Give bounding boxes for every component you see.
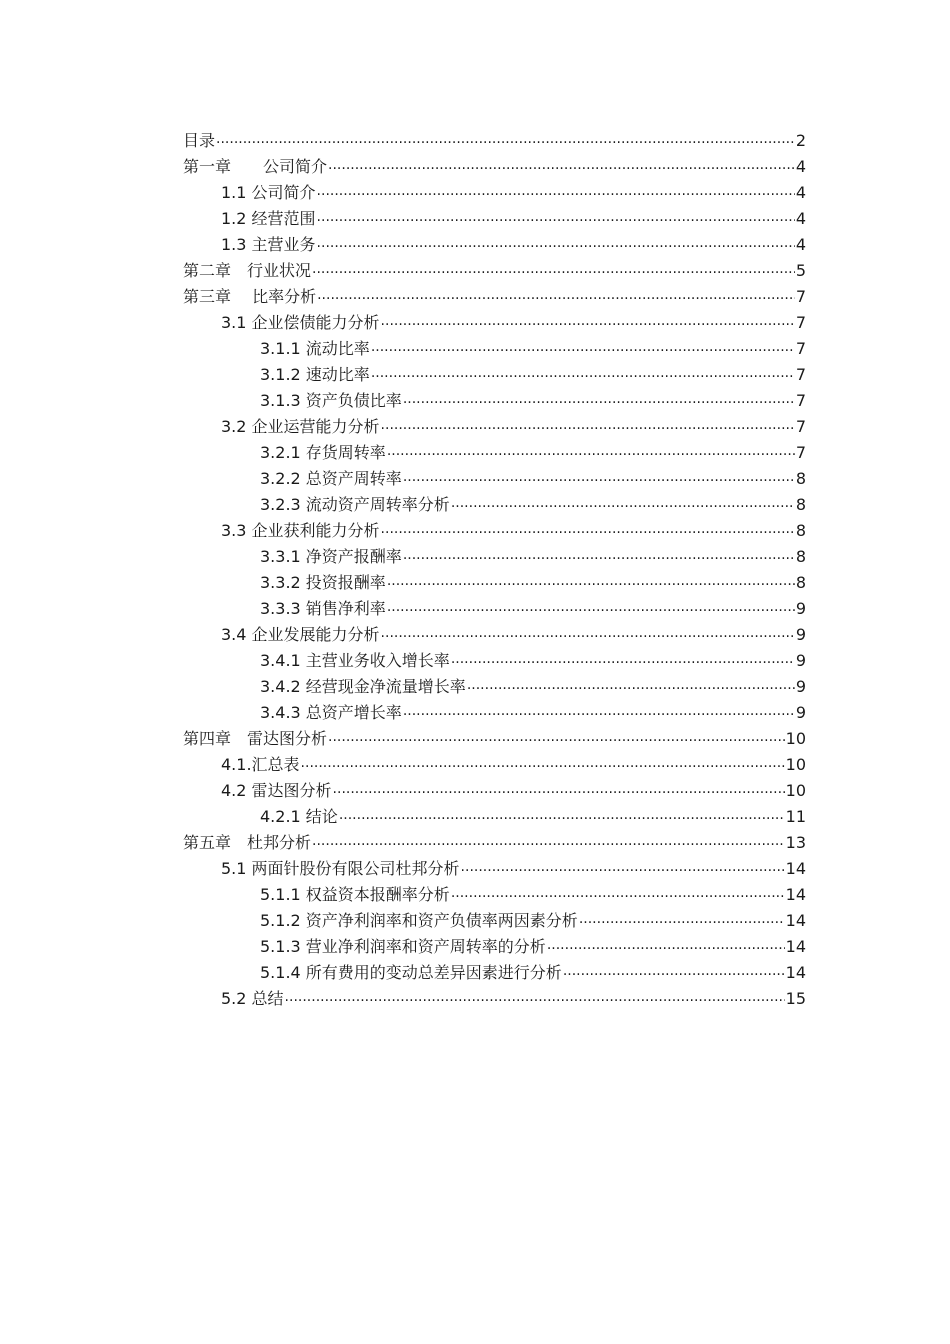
toc-entry[interactable]: [183, 438, 806, 464]
table-of-contents: [183, 126, 806, 1010]
toc-dot-leader: [403, 546, 795, 568]
toc-entry-label: 3.3.2 投资报酬率: [260, 573, 386, 592]
toc-entry-page-number: 14: [785, 937, 806, 956]
toc-dot-leader: [381, 416, 795, 438]
toc-entry[interactable]: [183, 516, 806, 542]
toc-entry[interactable]: [183, 490, 806, 516]
toc-entry-page-number: 9: [795, 703, 806, 722]
toc-entry-label: 5.1.4 所有费用的变动总差异因素进行分析: [260, 963, 562, 982]
toc-entry-label: 第四章 雷达图分析: [183, 729, 328, 748]
toc-entry[interactable]: [183, 698, 806, 724]
toc-entry-page-number: 8: [795, 573, 806, 592]
toc-entry[interactable]: [183, 958, 806, 984]
toc-dot-leader: [328, 728, 785, 750]
toc-entry-label: 3.1.2 速动比率: [260, 365, 370, 384]
toc-entry[interactable]: [183, 386, 806, 412]
toc-entry-page-number: 7: [795, 391, 806, 410]
toc-entry-label: 目录: [183, 131, 216, 150]
toc-entry[interactable]: [183, 776, 806, 802]
toc-entry[interactable]: [183, 256, 806, 282]
toc-entry-page-number: 8: [795, 469, 806, 488]
toc-entry-page-number: 8: [795, 521, 806, 540]
toc-entry[interactable]: [183, 568, 806, 594]
toc-entry-page-number: 4: [795, 209, 806, 228]
toc-entry-page-number: 8: [795, 547, 806, 566]
toc-entry-label: 第二章 行业状况: [183, 261, 312, 280]
toc-entry-label: 1.2 经营范围: [221, 209, 316, 228]
toc-entry-label: 3.2.2 总资产周转率: [260, 469, 402, 488]
toc-entry-page-number: 4: [795, 183, 806, 202]
toc-entry[interactable]: [183, 594, 806, 620]
toc-dot-leader: [451, 884, 785, 906]
toc-dot-leader: [339, 806, 785, 828]
toc-entry[interactable]: [183, 282, 806, 308]
toc-entry-page-number: 13: [785, 833, 806, 852]
toc-entry[interactable]: [183, 464, 806, 490]
toc-entry[interactable]: [183, 152, 806, 178]
toc-entry-label: 3.2 企业运营能力分析: [221, 417, 380, 436]
toc-dot-leader: [216, 130, 795, 152]
toc-entry[interactable]: [183, 724, 806, 750]
toc-entry-page-number: 14: [785, 963, 806, 982]
toc-entry-label: 1.1 公司简介: [221, 183, 316, 202]
toc-entry-label: 3.4.2 经营现金净流量增长率: [260, 677, 466, 696]
toc-dot-leader: [285, 988, 785, 1010]
toc-entry-label: 4.2.1 结论: [260, 807, 338, 826]
toc-dot-leader: [381, 624, 795, 646]
toc-entry-label: 3.4.3 总资产增长率: [260, 703, 402, 722]
toc-entry-page-number: 7: [795, 417, 806, 436]
toc-entry[interactable]: [183, 854, 806, 880]
toc-dot-leader: [317, 234, 795, 256]
toc-entry[interactable]: [183, 802, 806, 828]
toc-dot-leader: [403, 702, 795, 724]
toc-entry-label: 第五章 杜邦分析: [183, 833, 312, 852]
toc-entry-label: 4.2 雷达图分析: [221, 781, 332, 800]
toc-entry-label: 5.2 总结: [221, 989, 284, 1008]
toc-entry-page-number: 5: [795, 261, 806, 280]
toc-entry-label: 3.2.3 流动资产周转率分析: [260, 495, 450, 514]
toc-entry-label: 第三章 比率分析: [183, 287, 317, 306]
toc-dot-leader: [451, 494, 795, 516]
toc-entry-page-number: 9: [795, 625, 806, 644]
toc-dot-leader: [579, 910, 785, 932]
toc-dot-leader: [333, 780, 785, 802]
toc-dot-leader: [381, 520, 795, 542]
toc-entry[interactable]: [183, 906, 806, 932]
toc-dot-leader: [387, 442, 795, 464]
toc-entry-page-number: 7: [795, 287, 806, 306]
toc-entry-page-number: 8: [795, 495, 806, 514]
toc-dot-leader: [451, 650, 795, 672]
toc-entry[interactable]: [183, 360, 806, 386]
toc-entry[interactable]: [183, 984, 806, 1010]
toc-dot-leader: [461, 858, 785, 880]
toc-entry-label: 第一章 公司简介: [183, 157, 328, 176]
toc-entry-label: 3.3.3 销售净利率: [260, 599, 386, 618]
toc-entry-label: 3.2.1 存货周转率: [260, 443, 386, 462]
toc-entry-page-number: 11: [785, 807, 806, 826]
toc-entry-label: 3.3.1 净资产报酬率: [260, 547, 402, 566]
toc-entry-page-number: 9: [795, 651, 806, 670]
toc-entry[interactable]: [183, 204, 806, 230]
toc-dot-leader: [301, 754, 785, 776]
toc-dot-leader: [387, 598, 795, 620]
toc-entry-label: 5.1.1 权益资本报酬率分析: [260, 885, 450, 904]
toc-dot-leader: [317, 286, 795, 308]
toc-dot-leader: [371, 364, 795, 386]
toc-entry-label: 1.3 主营业务: [221, 235, 316, 254]
toc-entry-label: 3.1 企业偿债能力分析: [221, 313, 380, 332]
toc-entry[interactable]: [183, 828, 806, 854]
toc-entry[interactable]: [183, 308, 806, 334]
toc-dot-leader: [403, 468, 795, 490]
toc-entry-page-number: 2: [795, 131, 806, 150]
toc-entry[interactable]: [183, 542, 806, 568]
toc-entry[interactable]: [183, 412, 806, 438]
toc-dot-leader: [387, 572, 795, 594]
toc-entry-page-number: 14: [785, 911, 806, 930]
toc-dot-leader: [467, 676, 795, 698]
toc-dot-leader: [403, 390, 795, 412]
toc-entry-label: 3.1.1 流动比率: [260, 339, 370, 358]
toc-entry[interactable]: [183, 672, 806, 698]
toc-entry-page-number: 7: [795, 313, 806, 332]
toc-dot-leader: [317, 208, 795, 230]
toc-entry[interactable]: [183, 230, 806, 256]
toc-entry-label: 5.1.3 营业净利润率和资产周转率的分析: [260, 937, 546, 956]
toc-entry-label: 3.4 企业发展能力分析: [221, 625, 380, 644]
toc-entry-page-number: 4: [795, 235, 806, 254]
toc-entry-page-number: 15: [785, 989, 806, 1008]
toc-entry-page-number: 10: [785, 755, 806, 774]
toc-entry[interactable]: [183, 334, 806, 360]
toc-entry-page-number: 7: [795, 443, 806, 462]
toc-dot-leader: [381, 312, 795, 334]
toc-entry[interactable]: [183, 932, 806, 958]
toc-dot-leader: [328, 156, 795, 178]
toc-entry-page-number: 10: [785, 729, 806, 748]
toc-entry[interactable]: [183, 750, 806, 776]
toc-entry-page-number: 14: [785, 885, 806, 904]
toc-entry-page-number: 7: [795, 365, 806, 384]
toc-dot-leader: [563, 962, 785, 984]
toc-entry[interactable]: [183, 620, 806, 646]
toc-entry-label: 5.1 两面针股份有限公司杜邦分析: [221, 859, 460, 878]
toc-entry-label: 5.1.2 资产净利润率和资产负债率两因素分析: [260, 911, 578, 930]
toc-entry-page-number: 10: [785, 781, 806, 800]
toc-dot-leader: [317, 182, 795, 204]
toc-dot-leader: [547, 936, 785, 958]
toc-entry-label: 3.4.1 主营业务收入增长率: [260, 651, 450, 670]
toc-dot-leader: [312, 832, 785, 854]
toc-dot-leader: [371, 338, 795, 360]
toc-entry-page-number: 14: [785, 859, 806, 878]
toc-entry[interactable]: [183, 126, 806, 152]
toc-entry-label: 3.3 企业获利能力分析: [221, 521, 380, 540]
toc-entry-page-number: 7: [795, 339, 806, 358]
toc-entry[interactable]: [183, 880, 806, 906]
toc-entry[interactable]: [183, 178, 806, 204]
toc-entry-page-number: 9: [795, 599, 806, 618]
toc-entry-label: 3.1.3 资产负债比率: [260, 391, 402, 410]
toc-entry-page-number: 9: [795, 677, 806, 696]
toc-entry-label: 4.1.汇总表: [221, 755, 300, 774]
toc-entry[interactable]: [183, 646, 806, 672]
toc-entry-page-number: 4: [795, 157, 806, 176]
toc-dot-leader: [312, 260, 795, 282]
